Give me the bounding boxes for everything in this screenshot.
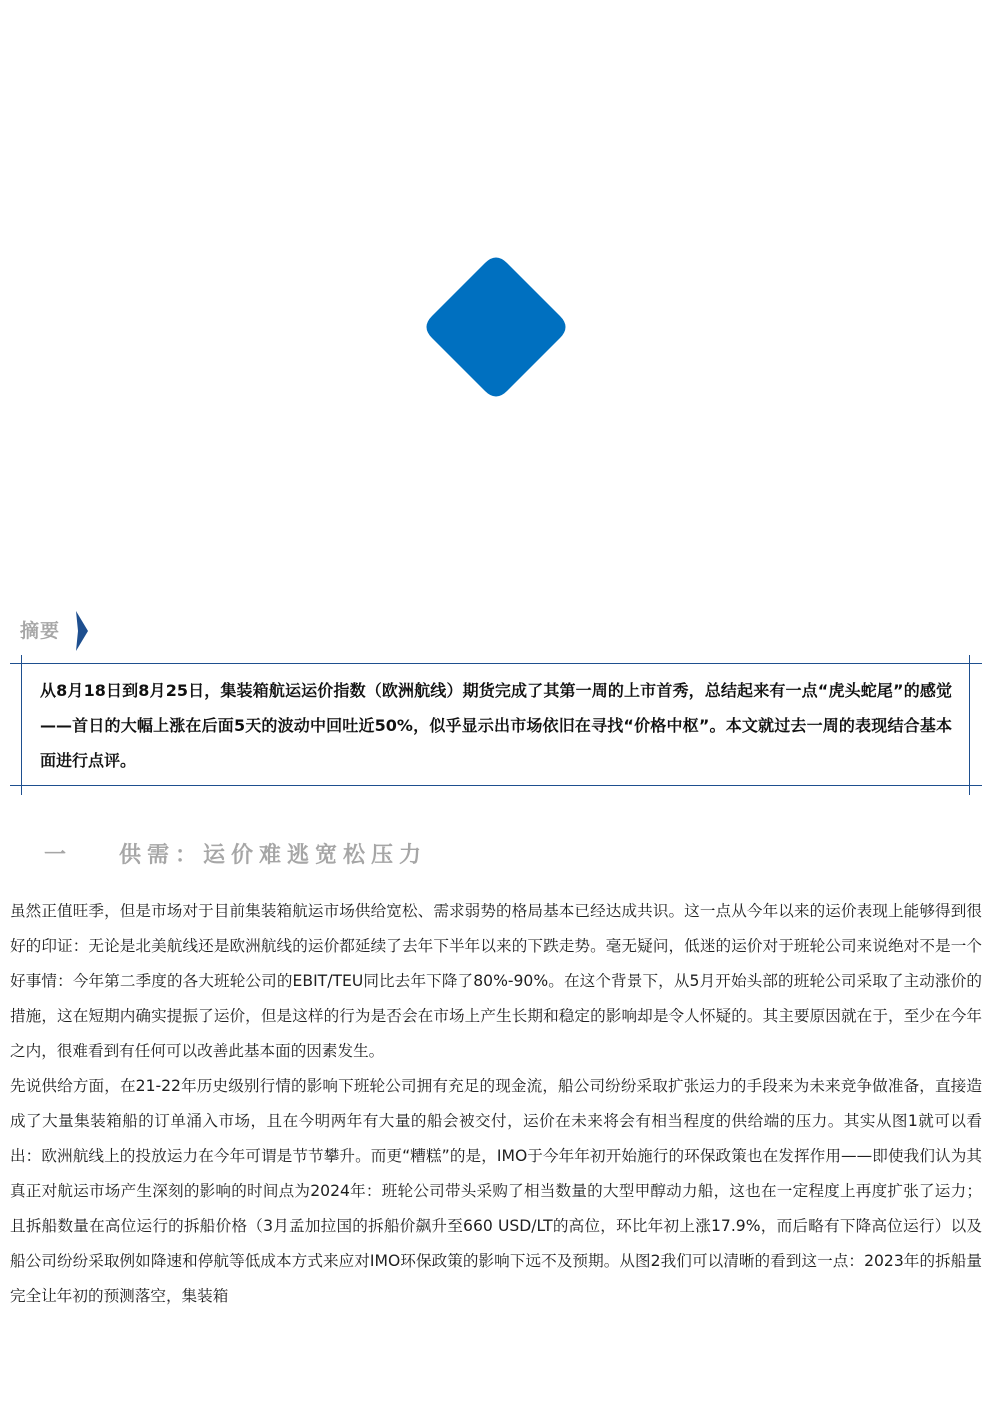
summary-right-rule bbox=[969, 655, 970, 795]
body-paragraph: 先说供给方面，在21-22年历史级别行情的影响下班轮公司拥有充足的现金流，船公司纷纷采取扩张运力的手段来为未来竞争做准备，直接造成了大量集装箱船的订单涌入市场，且在今明两年有大量的船会被交付，运价在未来将会有相当程度的供给端的压力。其实从图1就可以看出：欧洲航线上的投放运力在今年可谓是节节攀升。而更“糟糕”的是，IMO于今年年初开始施行的环保政策也在发挥作用——即使我们认为其真正对航运市场产生深刻的影响的时间点为2024年：班轮公司带头采购了相当数量的大型甲醇动力船，这也在一定程度上再度扩张了运力；且拆船数量在高位运行的拆船价格（3月孟加拉国的拆船价飙升至660 USD/LT的高位，环比年初上涨17.9%，而后略有下降高位运行）以及船公司纷纷采取例如降速和停航等低成本方式来应对IMO环保政策的影响下远不及预期。从图2我们可以清晰的看到这一点：2023年的拆船量完全让年初的预测落空，集装箱 bbox=[10, 1077, 982, 1305]
summary-heading: 摘要 bbox=[20, 620, 61, 642]
section-title: 供需：运价难逃宽松压力 bbox=[119, 843, 428, 868]
diamond-logo-icon bbox=[425, 256, 567, 398]
body-paragraph: 虽然正值旺季，但是市场对于目前集装箱航运市场供给宽松、需求弱势的格局基本已经达成共识。这一点从今年以来的运价表现上能够得到很好的印证：无论是北美航线还是欧洲航线的运价都延续了去年下半年以来的下跌走势。毫无疑问，低迷的运价对于班轮公司来说绝对不是一个好事情：今年第二季度的各大班轮公司的EBIT/TEU同比去年下降了80%-90%。在这个背景下，从5月开始头部的班轮公司采取了主动涨价的措施，这在短期内确实提振了运价，但是这样的行为是否会在市场上产生长期和稳定的影响却是令人怀疑的。其主要原因就在于，至少在今年之内，很难看到有任何可以改善此基本面的因素发生。 bbox=[10, 902, 982, 1060]
summary-top-rule bbox=[10, 663, 982, 664]
chevron-right-icon bbox=[75, 611, 89, 651]
section-number: 一 bbox=[44, 843, 67, 868]
summary-bottom-rule bbox=[10, 785, 982, 786]
summary-left-rule bbox=[21, 655, 22, 795]
summary-text: 从8月18日到8月25日，集装箱航运运价指数（欧洲航线）期货完成了其第一周的上市首秀，总结起来有一点“虎头蛇尾”的感觉——首日的大幅上涨在后面5天的波动中回吐近50%，似乎显示出市场依旧在寻找“价格中枢”。本文就过去一周的表现结合基本面进行点评。 bbox=[40, 681, 952, 770]
